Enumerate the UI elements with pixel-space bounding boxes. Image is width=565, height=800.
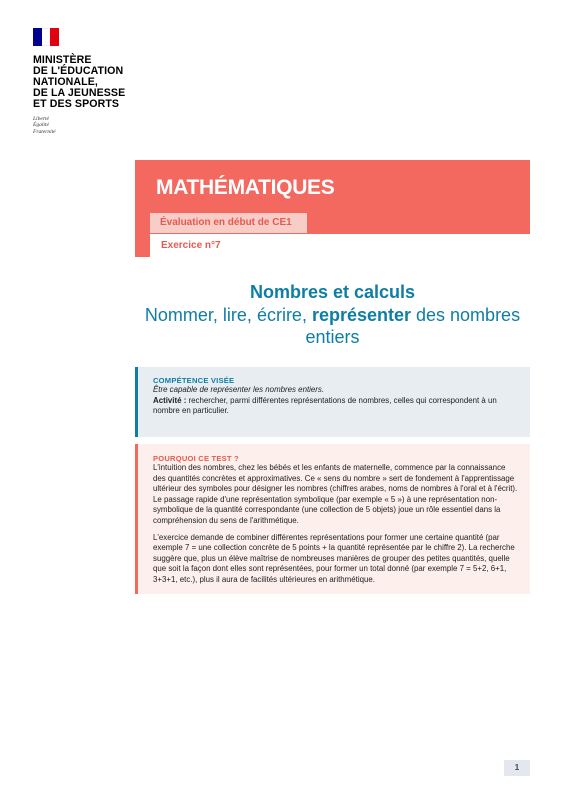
- competence-goal: [153, 385, 518, 396]
- exercise-label: Exercice n°7: [161, 240, 221, 251]
- subject-title: MATHÉMATIQUES: [156, 176, 335, 199]
- competence-goal-text: Être capable de représenter les nombres entiers.: [153, 385, 325, 394]
- subtitle-start: Nommer, lire, écrire,: [144, 305, 312, 325]
- why-paragraph-2: L'exercice demande de combiner différentes représentations pour former une certaine quantité (par exemple 7 = une collection concrète de 5 points + la quantité représentée par le chiffre 2). La recherche suggère que, plus un élève maîtrise de nombreuses manières de grouper des petites quantités, quelle que soit la façon dont elles sont représentées, pour former un total donné (par exemple 7 = 5+2, 6+1, 3+3+1, etc.), plus il aura de facilités ultérieures en arithmétique.: [153, 532, 515, 584]
- why-title: POURQUOI CE TEST ?: [153, 454, 239, 463]
- competence-title: COMPÉTENCE VISÉE: [153, 376, 235, 385]
- activity-text: rechercher, parmi différentes représentations de nombres, celles qui correspondent à un nombre en particulier.: [153, 395, 497, 416]
- why-paragraph-1: L'intuition des nombres, chez les bébés et les enfants de maternelle, commence par la connaissance des quantités concrètes et approximatives. Ce « sens du nombre » sert de fondement à l'apprentissage ultérieur des symboles pour désigner les nombres (chiffres arabes, noms de nombres à l'oral et à l'écrit). Le passage rapide d'une représentation symbolique (par exemple « 5 ») à une représentation non-symbolique de la quantité correspondante (une collection de 5 objets) joue un rôle essentiel dans la compréhension du sens de l'arithmétique.: [153, 463, 518, 525]
- activity-label: Activité :: [153, 395, 187, 405]
- why-box: [135, 444, 530, 594]
- subtitle-end: des nombres entiers: [305, 305, 521, 347]
- ministry-line: ET DES SPORTS: [33, 98, 120, 110]
- ministry-name: [33, 55, 143, 110]
- page-subtitle: [135, 304, 530, 348]
- page-number: 1: [504, 760, 530, 776]
- motto: [33, 116, 143, 135]
- motto-line: Égalité: [33, 122, 49, 129]
- ministry-line: NATIONALE,: [33, 76, 98, 88]
- page-heading: [135, 281, 530, 348]
- ministry-line: DE L'ÉDUCATION: [33, 65, 124, 77]
- motto-line: Fraternité: [33, 128, 56, 135]
- ministry-line: DE LA JEUNESSE: [33, 87, 126, 99]
- competence-activity: [153, 396, 518, 417]
- motto-line: Liberté: [33, 116, 49, 122]
- ministry-line: MINISTÈRE: [33, 54, 92, 66]
- evaluation-label: Évaluation en début de CE1: [150, 213, 307, 233]
- french-flag-icon: [33, 28, 59, 46]
- subtitle-emphasis: représenter: [311, 305, 412, 325]
- ministry-logo: [33, 28, 143, 135]
- competence-box: [135, 367, 530, 437]
- page-title: Nombres et calculs: [249, 282, 416, 302]
